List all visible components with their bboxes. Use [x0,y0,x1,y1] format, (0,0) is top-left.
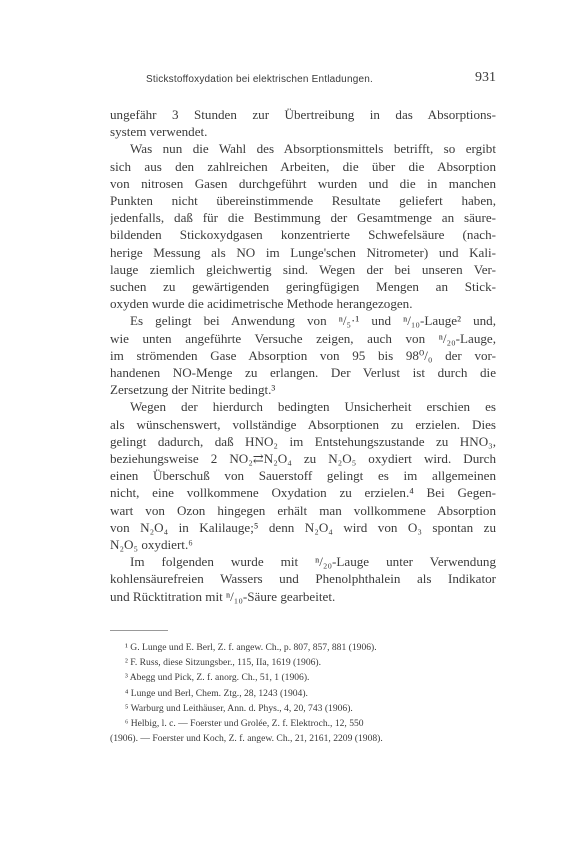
footnote: ² F. Russ, diese Sitzungsber., 115, IIa, 1619 (1906). [125,657,322,669]
text-line: wart von Ozon hingegen erhält man vollkommene Absorption [110,502,496,518]
text-line: N₂O₅ oxydiert.⁶ [110,537,193,553]
text-line: Was nun die Wahl des Absorptionsmittels betrifft, so ergibt [130,141,496,157]
page-number: 931 [475,70,496,85]
text-line: sich aus den zahlreichen Arbeiten, die über die Absorption [110,158,496,174]
text-line: als wünschenswert, vollständige Absorptionen zu erzielen. Dies [110,416,496,432]
footnote: ⁴ Lunge und Berl, Chem. Ztg., 28, 1243 (1904). [125,687,308,699]
text-line: gelingt dadurch, daß HNO₂ im Entstehungszustande zu HNO₃, [110,433,496,449]
text-line: Zersetzung der Nitrite bedingt.³ [110,382,276,398]
text-line: nicht, eine vollkommene Oxydation zu erzielen.⁴ Bei Gegen- [110,485,496,501]
text-line: Es gelingt bei Anwendung von ⁿ/₅·¹ und ⁿ/₁₀-Lauge² und, [130,313,496,329]
text-line: kohlensäurefreien Wassers und Phenolphthalein als Indikator [110,571,496,587]
text-line: suchen zu gewärtigenden geringfügigen Mengen an Stick- [110,279,496,295]
text-line: beziehungsweise 2 NO₂⇄N₂O₄ zu N₂O₅ oxydiert wird. Durch [110,451,496,467]
text-line: herige Messung als NO im Lunge'schen Nitrometer) und Kali- [110,244,496,260]
running-title: Stickstoffoxydation bei elektrischen Entladungen. [146,74,373,85]
text-line: im strömenden Gase Absorption von 95 bis 98⁰/₀ der vor- [110,347,496,363]
text-line: ungefähr 3 Stunden zur Übertreibung in das Absorptions- [110,107,496,122]
text-line: system verwendet. [110,124,208,140]
footnote: ⁵ Warburg und Leithäuser, Ann. d. Phys., 4, 20, 743 (1906). [125,702,353,714]
text-line: Punkten nicht übereinstimmende Resultate geliefert haben, [110,193,496,209]
footnote-continuation: (1906). — Foerster und Koch, Z. f. angew. Ch., 21, 2161, 2209 (1908). [110,733,383,745]
footnote: ⁶ Helbig, l. c. — Foerster und Grolée, Z. f. Elektroch., 12, 550 [125,718,364,730]
text-line: von N₂O₄ in Kalilauge;⁵ denn N₂O₄ wird von O₃ spontan zu [110,519,496,535]
text-line: einen Überschuß von Sauerstoff gelingt es im allgemeinen [110,468,496,484]
footnotes [110,640,496,746]
text-line: und Rücktitration mit ⁿ/₁₀-Säure gearbeitet. [110,588,336,604]
text-line: wie unten angeführte Versuche zeigen, auch von ⁿ/₂₀-Lauge, [110,330,496,346]
page-header [110,70,496,90]
text-line: jedenfalls, daß für die Bestimmung der Gesamtmenge an säure- [110,210,496,226]
footnote: ³ Abegg und Pick, Z. f. anorg. Ch., 51, 1 (1906). [125,672,310,684]
text-line: Wegen der hierdurch bedingten Unsicherheit erschien es [130,399,496,415]
text-line: Im folgenden wurde mit ⁿ/₂₀-Lauge unter Verwendung [130,554,496,570]
text-line: bildenden Stickoxydgasen konzentrierte Schwefelsäure (nach- [110,227,496,243]
body-text [110,106,496,605]
footnote: ¹ G. Lunge und E. Berl, Z. f. angew. Ch., p. 807, 857, 881 (1906). [125,642,377,653]
text-line: von nitrosen Gasen durchgeführt wurden und die in manchen [110,175,496,191]
footnote-rule [110,630,168,631]
text-line: oxyden wurde die acidimetrische Methode herangezogen. [110,296,413,312]
text-line: lauge ziemlich gleichwertig sind. Wegen der bei unseren Ver- [110,261,496,277]
text-line: handenen NO-Menge zu erlangen. Der Verlust ist durch die [110,365,496,381]
